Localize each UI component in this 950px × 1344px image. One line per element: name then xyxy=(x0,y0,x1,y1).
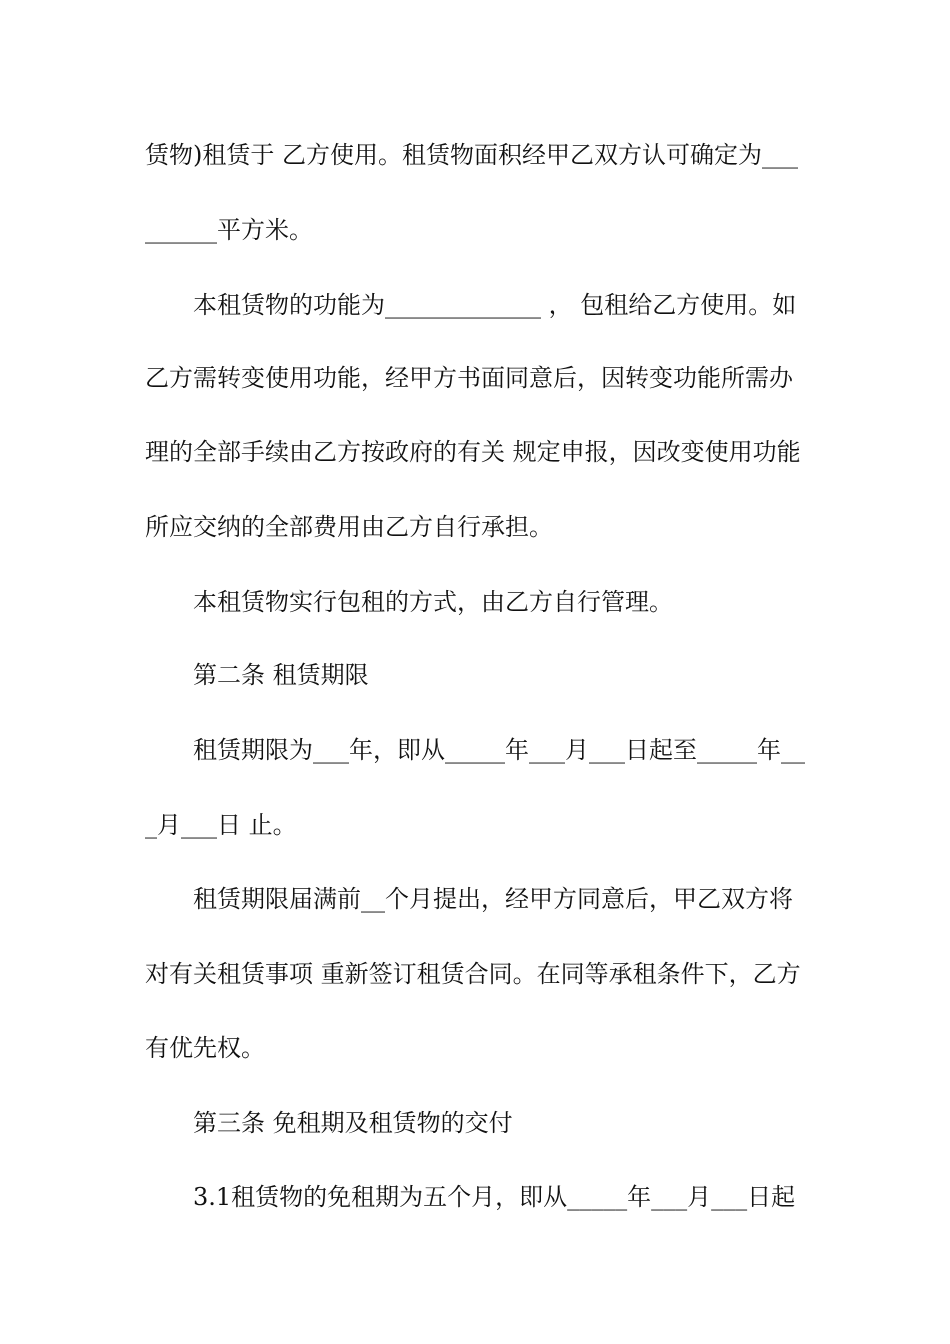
paragraph-line: 本租赁物实行包租的方式，由乙方自行管理。 xyxy=(193,588,673,616)
text-line: 乙方需转变使用功能，经甲方书面同意后，因转变功能所需办 xyxy=(145,364,793,392)
paragraph-line: 租赁期限为___年，即从_____年___月___日起至_____年__ xyxy=(193,736,805,764)
text-line: 所应交纳的全部费用由乙方自行承担。 xyxy=(145,513,553,541)
text-line: 对有关租赁事项 重新签订租赁合同。在同等承租条件下，乙方 xyxy=(145,960,801,988)
section-heading-article-3: 第三条 免租期及租赁物的交付 xyxy=(193,1109,513,1137)
paragraph-line: 本租赁物的功能为_____________ ， 包租给乙方使用。如 xyxy=(193,291,797,319)
paragraph-line: 租赁期限届满前__个月提出，经甲方同意后，甲乙双方将 xyxy=(193,885,793,913)
paragraph-line: 3.1租赁物的免租期为五个月，即从_____年___月___日起 xyxy=(193,1183,796,1211)
text-line: 赁物)租赁于 乙方使用。租赁物面积经甲乙双方认可确定为___ xyxy=(145,141,798,169)
text-line: 有优先权。 xyxy=(145,1034,265,1062)
text-line: ______平方米。 xyxy=(145,216,313,244)
section-heading-article-2: 第二条 租赁期限 xyxy=(193,661,369,689)
text-line: 理的全部手续由乙方按政府的有关 规定申报，因改变使用功能 xyxy=(145,438,801,466)
text-line: _月___日 止。 xyxy=(145,811,297,839)
